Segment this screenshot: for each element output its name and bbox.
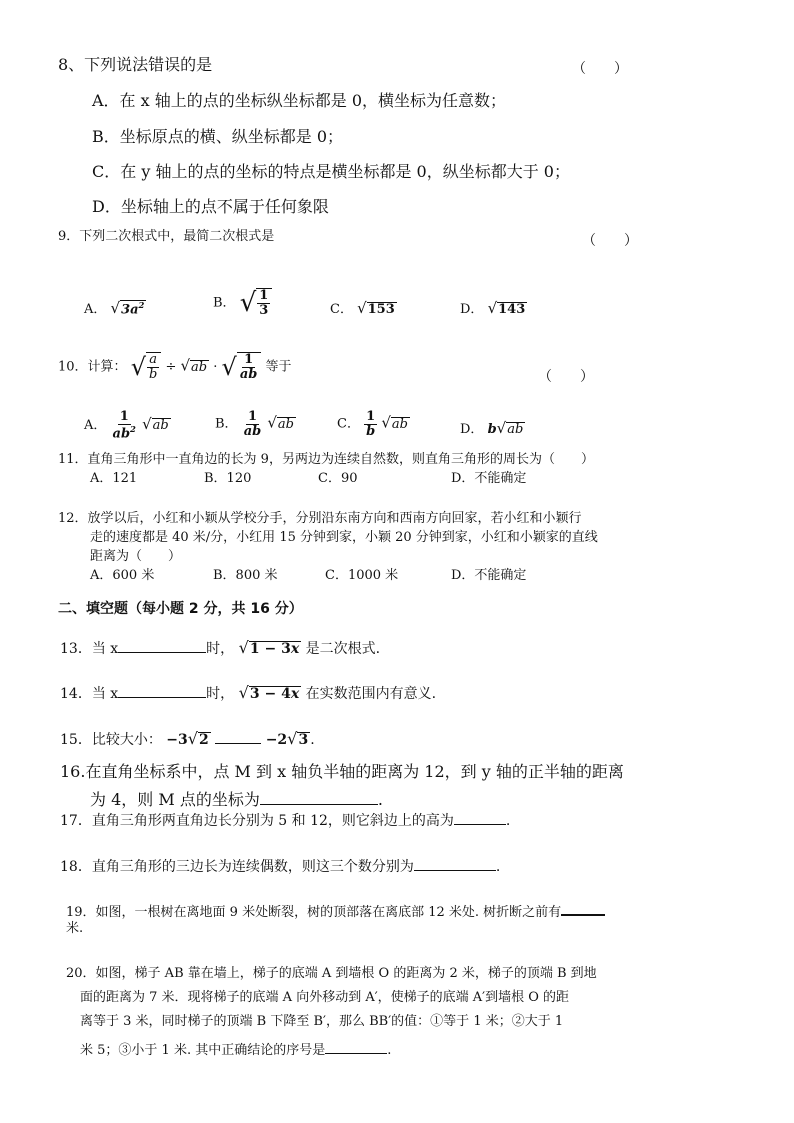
q16-line-2-text: 为 4，则 M 点的坐标为: [90, 790, 260, 809]
q12-option-d: D．不能确定: [451, 568, 527, 583]
q10-option-a-label: A．: [84, 417, 107, 433]
q10-fraction-b-numerator: 1: [244, 352, 254, 367]
q10-stem-label: 10．计算：: [58, 359, 127, 375]
radical-sign: √: [142, 414, 152, 433]
q10-option-b-numerator: 1: [247, 409, 257, 424]
q9-option-d: [460, 298, 527, 317]
q10-option-c: [337, 410, 410, 438]
q10-option-c-denominator: b: [366, 423, 376, 439]
q10-option-a-exponent: 2: [130, 423, 136, 434]
q10-option-b-label: B．: [215, 416, 238, 432]
q9-stem: 9．下列二次根式中，最简二次根式是: [58, 229, 275, 244]
q9-option-a: [84, 298, 146, 317]
answer-blank[interactable]: [118, 697, 206, 698]
q13-suffix: 是二次根式.: [305, 641, 381, 657]
q9-option-b-denominator: 3: [259, 302, 269, 318]
q10-option-c-numerator: 1: [366, 409, 376, 424]
q15-left-radicand: 2: [199, 732, 209, 748]
q9-option-a-exponent: 2: [138, 299, 145, 310]
answer-blank[interactable]: [454, 824, 506, 825]
q10-option-c-radicand: ab: [391, 416, 408, 432]
radical-sign: √: [110, 299, 121, 317]
q18-text: 18．直角三角形的三边长为连续偶数，则这三个数分别为: [60, 859, 414, 875]
section-heading: 二、填空题（每小题 2 分，共 16 分）: [58, 601, 303, 617]
q19-line-2: 米.: [66, 921, 84, 936]
radical-sign: √: [267, 413, 277, 432]
radical-sign: √: [130, 353, 146, 382]
q8-option-c: C．在 y 轴上的点的坐标的特点是横坐标都是 0，纵坐标都大于 0；: [92, 162, 570, 181]
q11-stem: 11．直角三角形中一直角边的长为 9，另两边为连续自然数，则直角三角形的周长为（ ）: [58, 452, 594, 467]
q20-line-4-text: 米 5；③小于 1 米. 其中正确结论的序号是: [80, 1043, 326, 1058]
q9-option-a-label: A．: [84, 302, 107, 317]
q15-prefix: 15．比较大小：: [60, 732, 162, 748]
q9-option-c: [330, 298, 397, 317]
q8-option-b: B．坐标原点的横、纵坐标都是 0；: [92, 127, 344, 146]
q8-stem: 8、下列说法错误的是: [58, 55, 213, 74]
q17-period: .: [505, 813, 511, 829]
q19-line-1-text: 19．如图，一根树在离地面 9 米处断裂，树的顶部落在离底部 12 米处. 树折断之前有: [66, 905, 562, 920]
q14-mid: 时，: [206, 686, 235, 702]
q16-period: .: [377, 790, 383, 809]
q10-dot-sign: ·: [213, 359, 218, 375]
q10-option-a-numerator: 1: [119, 409, 129, 424]
q12-option-b: B．800 米: [213, 568, 278, 583]
answer-blank[interactable]: [561, 914, 605, 916]
q14: [60, 683, 436, 703]
q10-option-b-denominator: ab: [243, 423, 262, 439]
radical-sign: √: [381, 413, 391, 432]
q12-option-a: A．600 米: [90, 568, 155, 583]
q17-text: 17．直角三角形两直角边长分别为 5 和 12，则它斜边上的高为: [60, 813, 454, 829]
q12-line-2: 走的速度都是 40 米/分，小红用 15 分钟到家，小颖 20 分钟到家，小红和小颖家的直线: [90, 530, 598, 545]
q10-stem-tail: 等于: [265, 359, 292, 375]
q10-fraction-a-denominator: b: [148, 366, 158, 382]
radical-sign: √: [357, 299, 367, 317]
q10-option-a-denominator: ab: [112, 425, 131, 441]
q16-line-2: [90, 787, 383, 810]
q12-option-c: C．1000 米: [325, 568, 399, 583]
q9-option-c-label: C．: [330, 302, 353, 317]
q20-line-2: 面的距离为 7 米．现将梯子的底端 A 向外移动到 A′，使梯子的底端 A′到墙根 O 的距: [80, 990, 570, 1005]
radical-sign: √: [238, 683, 249, 702]
q11-option-b: B．120: [204, 471, 252, 486]
q13-mid: 时，: [206, 641, 235, 657]
q11-option-d: D．不能确定: [451, 471, 527, 486]
q12-line-3: 距离为（ ）: [90, 549, 182, 564]
q18-period: .: [495, 859, 501, 875]
q10-option-b-radicand: ab: [277, 416, 294, 432]
q20-line-3: 离等于 3 米，同时梯子的顶端 B 下降至 B′，那么 BB′的值：①等于 1 米；②大于 1: [80, 1014, 564, 1029]
radical-sign: √: [287, 729, 298, 748]
q13-radicand: 1 − 3: [249, 641, 291, 657]
radical-sign: √: [187, 729, 199, 748]
q12-line-1: 12．放学以后，小红和小颖从学校分手，分别沿东南方向和西南方向回家，若小红和小颖行: [58, 511, 582, 526]
q10-option-d-coefficient: b: [487, 422, 497, 437]
q8-option-a: A．在 x 轴上的点的坐标纵坐标都是 0，横坐标为任意数；: [92, 91, 507, 110]
q8-option-d: D．坐标轴上的点不属于任何象限: [92, 197, 329, 216]
q8-answer-paren: （ ）: [572, 61, 628, 77]
q15-right-radicand: 3: [298, 732, 309, 748]
q16-line-1: 16.在直角坐标系中，点 M 到 x 轴负半轴的距离为 12，到 y 轴的正半轴的距离: [60, 762, 624, 781]
q9-answer-paren: （ ）: [582, 233, 638, 249]
q13-prefix: 13．当 x: [60, 641, 119, 657]
q10-stem: [58, 352, 292, 381]
q19-line-1: [66, 901, 605, 920]
radical-sign: √: [239, 288, 257, 319]
q14-suffix: 在实数范围内有意义.: [305, 686, 437, 702]
answer-blank[interactable]: [118, 652, 206, 653]
answer-blank[interactable]: [325, 1053, 387, 1054]
q10-option-d-radicand: ab: [507, 422, 524, 437]
q9-option-d-label: D．: [460, 302, 484, 317]
q9-option-b-numerator: 1: [259, 288, 269, 303]
q10-option-d: [460, 418, 525, 437]
q9-option-d-expr: 143: [498, 302, 526, 317]
q15-right-coef: −2: [265, 732, 288, 748]
q10-option-a: [84, 410, 171, 441]
q15: [60, 729, 315, 749]
q10-divide-sign: ÷: [165, 359, 177, 375]
radical-sign: √: [496, 419, 507, 437]
q20-line-1: 20．如图，梯子 AB 靠在墙上，梯子的底端 A 到墙根 O 的距离为 2 米，梯子的顶端 B 到地: [66, 966, 597, 981]
q9-option-c-expr: 153: [367, 302, 395, 317]
q10-fraction-a-numerator: a: [149, 352, 158, 367]
q10-fraction-b-denominator: ab: [239, 366, 258, 382]
q18: [60, 856, 500, 876]
q13: [60, 638, 380, 658]
q9-option-a-expr: 3a: [121, 302, 139, 317]
answer-blank[interactable]: [414, 870, 496, 871]
radical-sign: √: [221, 353, 237, 382]
q11-option-c: C．90: [318, 471, 358, 486]
q10-option-a-radicand: ab: [152, 417, 169, 433]
radical-sign: √: [487, 299, 498, 317]
q17: [60, 810, 510, 830]
q13-radicand-var: x: [290, 641, 300, 657]
answer-blank[interactable]: [215, 743, 261, 744]
q9-option-b-label: B．: [213, 295, 236, 311]
q20-line-4: [80, 1039, 391, 1058]
q15-left-coef: −3: [166, 732, 188, 748]
answer-blank[interactable]: [260, 804, 378, 805]
q10-option-d-label: D．: [460, 422, 484, 437]
q14-prefix: 14．当 x: [60, 686, 119, 702]
q20-period: .: [387, 1043, 392, 1058]
q10-option-c-label: C．: [337, 416, 360, 432]
q14-radicand-var: x: [290, 686, 300, 702]
q10-option-b: [215, 410, 296, 438]
q11-option-a: A．121: [90, 471, 138, 486]
q14-radicand: 3 − 4: [249, 686, 291, 702]
q10-radicand-2: ab: [191, 359, 208, 375]
radical-sign: √: [238, 638, 249, 657]
q15-period: .: [310, 732, 315, 748]
q10-answer-paren: （ ）: [538, 369, 594, 385]
q9-option-b: [213, 288, 272, 318]
radical-sign: √: [180, 356, 191, 375]
